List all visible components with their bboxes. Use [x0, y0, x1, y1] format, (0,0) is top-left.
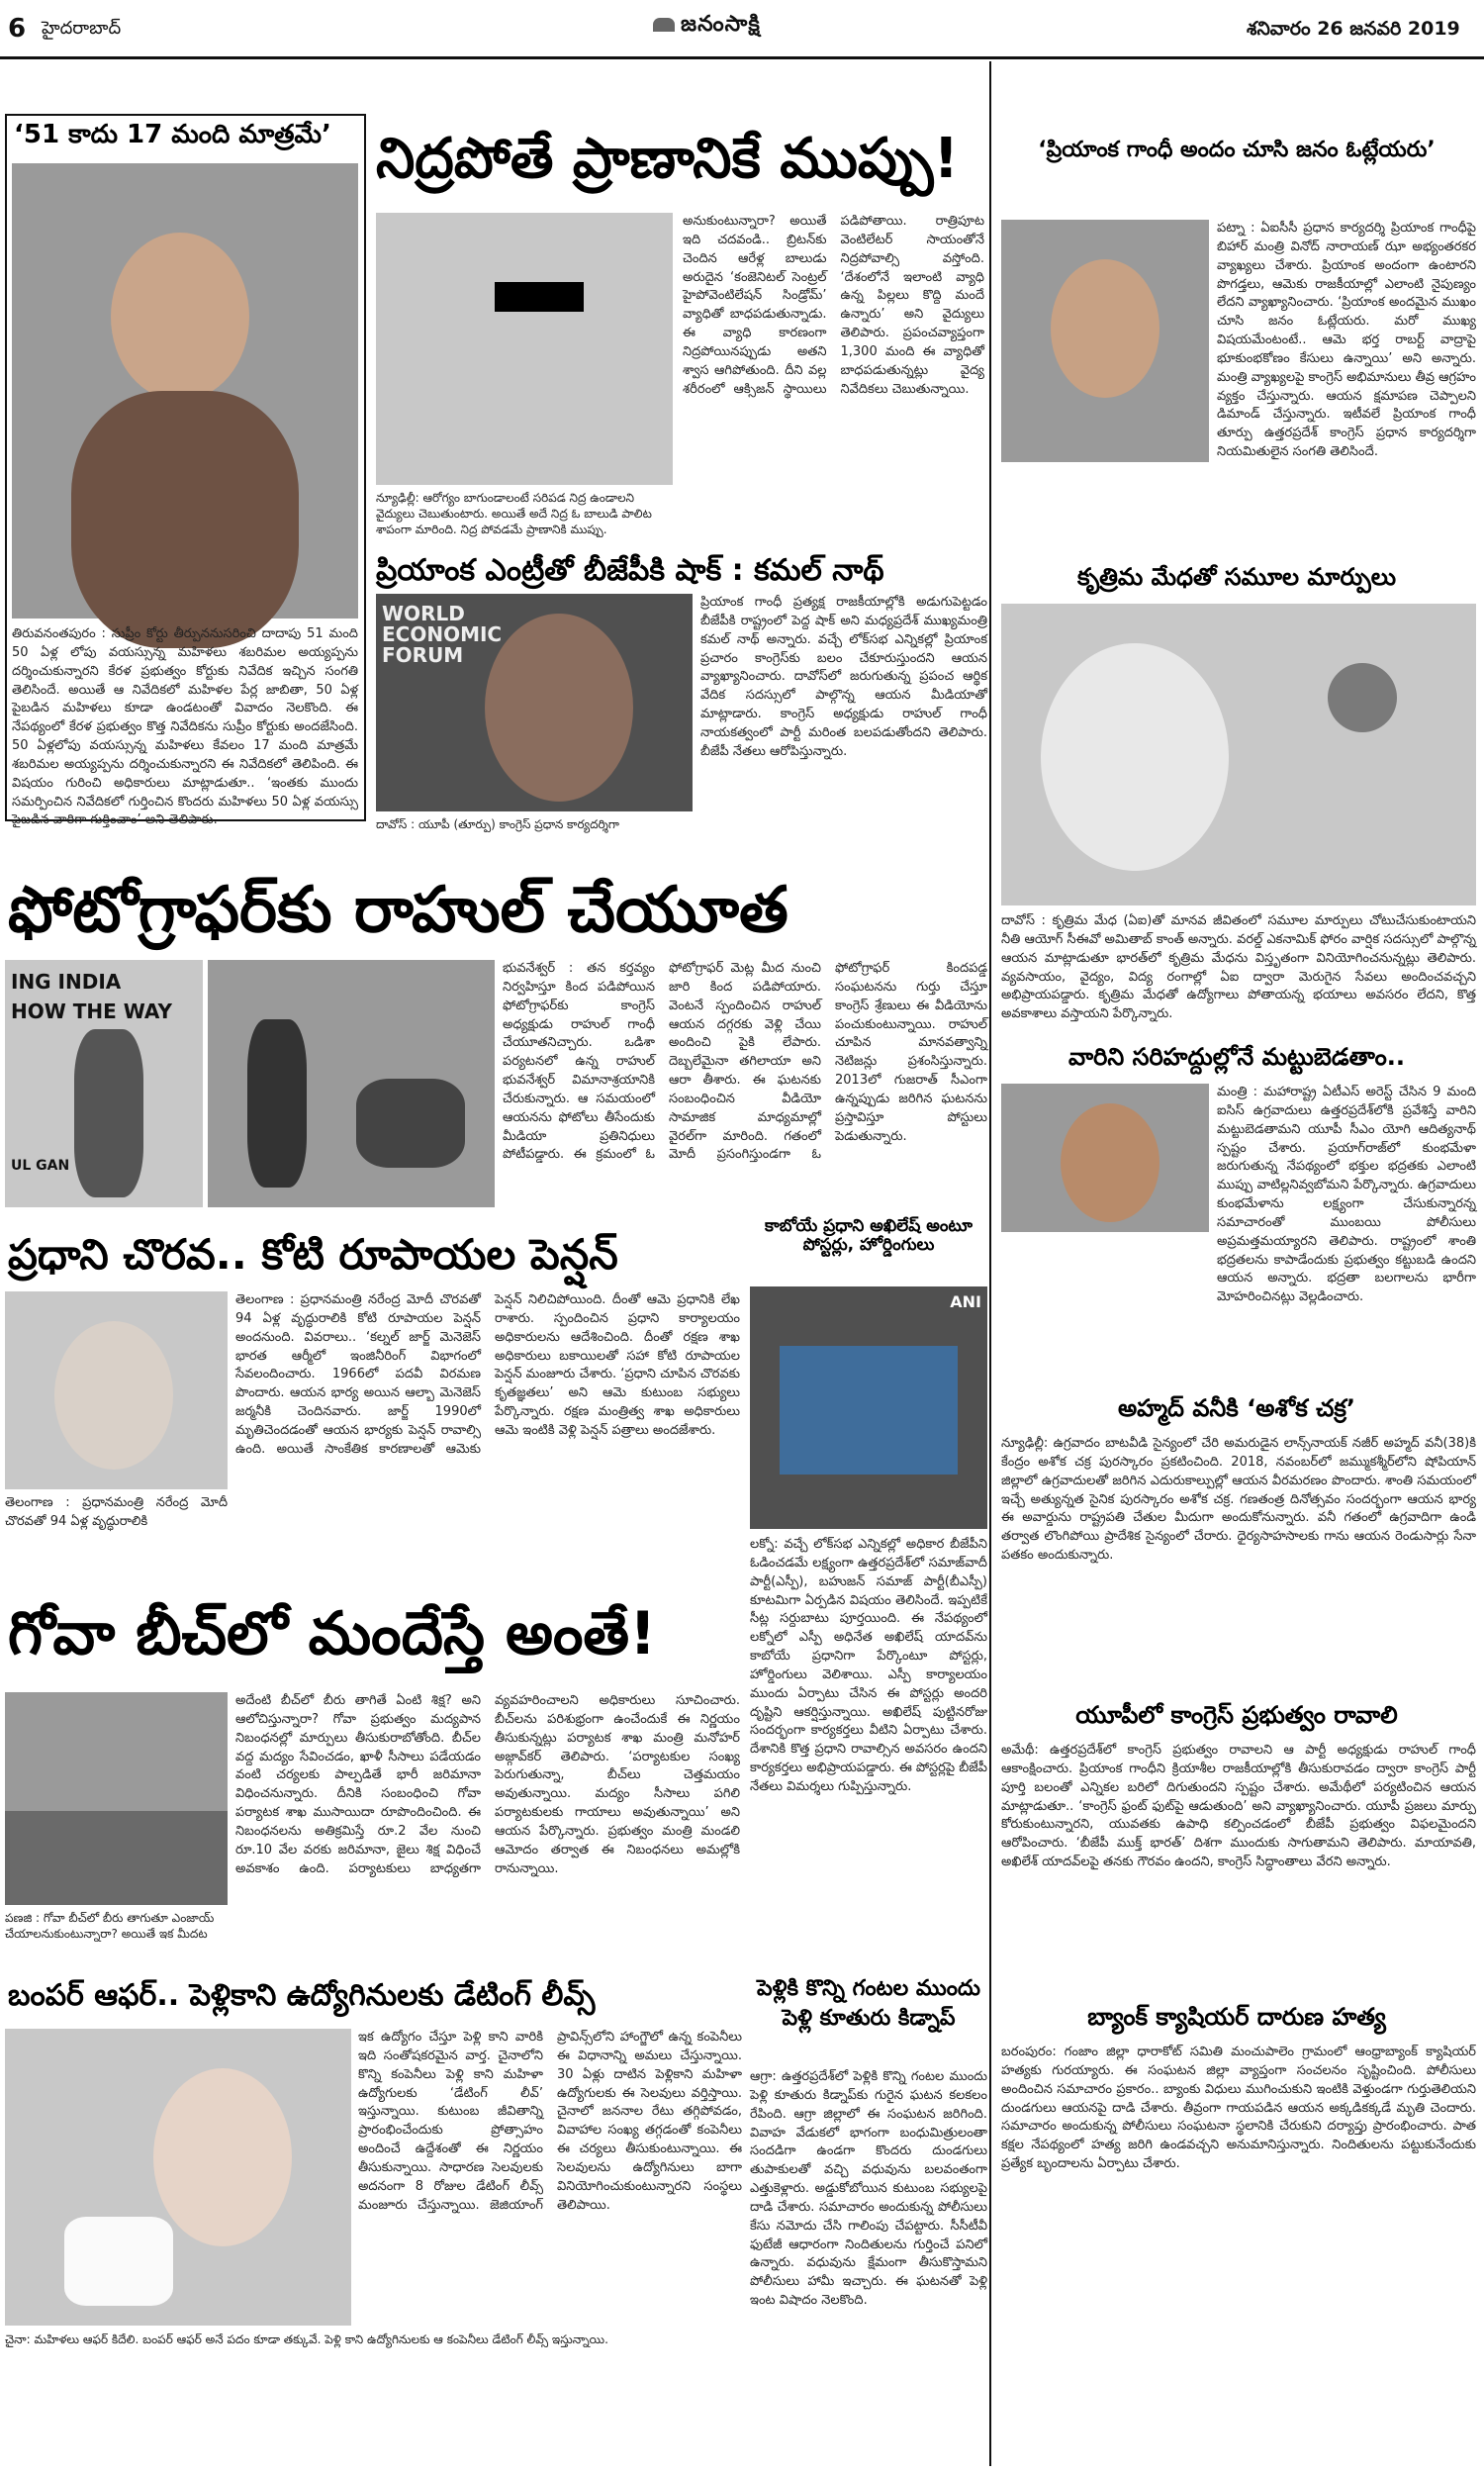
logo-text: జనంసాక్షి — [681, 12, 761, 37]
photo-text: WORLD ECONOMIC FORUM — [382, 602, 503, 667]
photo-text1: ING INDIA — [11, 970, 122, 994]
story6-headline: ఫోటోగ్రాఫర్‌కు రాహుల్ చేయూత — [8, 874, 788, 947]
story13-body: అదేంటి బీచ్‌లో బీరు తాగితే ఏంటి శిక్ష? అని ఆలోచిస్తున్నారా? గోవా ప్రభుత్వం మద్యపాన నిబంధనల్లో మార్పులు తీసుకురాబోతోంది. బీచ్‌ల వద్ద మద్యం సేవించడం, ఖాళీ సీసాలు పడేయడం వంటి చర్యలకు పాల్పడితే భారీ జరిమానా విధించనున్నారు. దీనికి సంబంధించి గోవా పర్యాటక శాఖ ముసాయిదా రూపొందించింది. ఈ నిబంధనలను అతిక్రమిస్తే రూ.2 వేల నుంచి రూ.10 వేల వరకు జరిమానా, జైలు శిక్ష విధించే అవకాశం ఉంది. పర్యాటకులు బాధ్యతగా వ్యవహరించాలని అధికారులు సూచించారు. బీచ్‌లను పరిశుభ్రంగా ఉంచేందుకే ఈ నిర్ణయం తీసుకున్నట్లు పర్యాటక శాఖ మంత్రి మనోహర్ అజ్గావ్‌కర్ తెలిపారు. ‘పర్యాటకుల సంఖ్య పెరుగుతున్నా, బీచ్‌లు చెత్తమయం అవుతున్నాయి. మద్యం సీసాలు పగిలి పర్యాటకులకు గాయాలు అవుతున్నాయి’ అని ఆయన పేర్కొన్నారు. ప్రభుత్వం మంత్రి మండలి ఆమోదం తర్వాత ఈ నిబంధనలు అమల్లోకి రానున్నాయి. — [235, 1693, 740, 1876]
person-shape — [74, 1029, 143, 1197]
story7-body: మంత్రి : మహారాష్ట్ర ఏటీఎస్ అరెస్ట్ చేసిన 9 మంది ఐసిస్ ఉగ్రవాదులు ఉత్తరప్రదేశ్‌లోకి ప్రవేశిస్తే వారిని మట్టుబెడతామని యూపీ సీఎం యోగి ఆదిత్యనాథ్ స్పష్టం చేశారు. ప్రయాగ్‌రాజ్‌లో కుంభమేళా జరుగుతున్న నేపథ్యంలో భక్తుల భద్రతకు ఎలాంటి ముప్పు వాటిల్లనివ్వబోమని పేర్కొన్నారు. ఉగ్రవాదులు కుంభమేళాను లక్ష్యంగా చేసుకున్నారన్న సమాచారంతో ముంబయి పోలీసులు అప్రమత్తమయ్యారని తెలిపారు. రాష్ట్రంలో శాంతి భద్రతలను కాపాడేందుకు ప్రభుత్వం కట్టుబడి ఉందని ఆయన అన్నారు. భద్రతా బలగాలను భారీగా మోహరించినట్లు వెల్లడించారు. — [1217, 1085, 1476, 1305]
story4-body: పట్నా : ఏఐసీసీ ప్రధాన కార్యదర్శి ప్రియాంక గాంధీపై బిహార్ మంత్రి వినోద్ నారాయణ్ ఝా అభ్యంతరకర వ్యాఖ్యలు చేశారు. ప్రియాంక అందంగా ఉంటారని పొగడ్తలు, ఆమెకు రాజకీయాల్లో ఎలాంటి నైపుణ్యం లేదని వ్యాఖ్యానించారు. ‘ప్రియాంక అందమైన ముఖం చూసి జనం ఓట్లేయరు. మరో ముఖ్య విషయమేంటంటే.. ఆమె భర్త రాబర్ట్ వాద్రాపై భూకుంభకోణం కేసులు ఉన్నాయి’ అని అన్నారు. మంత్రి వ్యాఖ్యలపై కాంగ్రెస్ అభిమానులు తీవ్ర ఆగ్రహం వ్యక్తం చేస్తున్నారు. ఆయన క్షమాపణ చెప్పాలని డిమాండ్ చేస్తున్నారు. ఇటీవలే ప్రియాంక గాంధీ తూర్పు ఉత్తరప్రదేశ్ కాంగ్రెస్ ప్రధాన కార్యదర్శిగా నియమితులైన సంగతి తెలిసిందే. — [1217, 221, 1476, 460]
app-icon-shape — [1328, 663, 1397, 732]
story13-caption: పణజి : గోవా బీచ్‌లో బీరు తాగుతూ ఎంజాయ్ చేయాలనుకుంటున్నారా? అయితే ఇక మీదట — [5, 1911, 215, 1942]
story6-photo1 — [5, 960, 203, 1207]
story8-body: న్యూఢిల్లీ: ఉగ్రవాదం బాటవీడి సైన్యంలో చేరి అమరుడైన లాన్స్‌నాయక్ నజీర్ అహ్మద్ వనీ(38)కి కేంద్రం అశోక చక్ర పురస్కారం ప్రకటించింది. 2018, నవంబర్‌లో జమ్ముకశ్మీర్‌లోని షోపియాన్ జిల్లాలో ఉగ్రవాదులతో జరిగిన ఎదురుకాల్పుల్లో ఆయన వీరమరణం పొందారు. శాంతి సమయంలో ఇచ్చే అత్యున్నత సైనిక పురస్కారం అశోక చక్ర. గణతంత్ర దినోత్సవం సందర్భంగా ఆయన భార్య ఈ అవార్డును రాష్ట్రపతి చేతుల మీదుగా అందుకోనున్నారు. వనీ గతంలో ఉగ్రవాదిగా ఉండి తర్వాత లొంగిపోయి ప్రాదేశిక సైన్యంలో చేరారు. ధైర్యసాహసాలకు గాను ఆయన రెండుసార్లు సేనా పతకం అందుకున్నారు. — [1001, 1436, 1476, 1564]
story3-body: ప్రియాంక గాంధీ ప్రత్యక్ష రాజకీయాల్లోకి అడుగుపెట్టడం బీజేపీకి రాష్ట్రంలో పెద్ద షాక్ అని మధ్యప్రదేశ్ ముఖ్యమంత్రి కమల్ నాథ్ అన్నారు. వచ్చే లోక్‌సభ ఎన్నికల్లో ప్రియాంక ప్రచారం కాంగ్రెస్‌కు బలం చేకూరుస్తుందని ఆయన వ్యాఖ్యానించారు. దావోస్‌లో జరుగుతున్న ప్రపంచ ఆర్థిక వేదిక సదస్సులో పాల్గొన్న ఆయన మీడియాతో మాట్లాడారు. కాంగ్రెస్ అధ్యక్షుడు రాహుల్ గాంధీ నాయకత్వంలో పార్టీ మరింత బలపడుతోందని తెలిపారు. బీజేపీ నేతలు ఆరోపిస్తున్నారు. — [700, 595, 987, 759]
story7-headline: వారిని సరిహద్దుల్లోనే మట్టుబెడతాం.. — [1068, 1043, 1405, 1071]
story6-body: భువనేశ్వర్ : తన కర్తవ్యం నిర్వహిస్తూ కింద పడిపోయిన ఫోటోగ్రాఫర్‌కు కాంగ్రెస్ అధ్యక్షుడు రాహుల్ గాంధీ చేయూతనిచ్చారు. ఒడిశా పర్యటనలో ఉన్న రాహుల్ భువనేశ్వర్ విమానాశ్రయానికి చేరుకున్నారు. ఆ సమయంలో ఆయనను ఫోటోలు తీసేందుకు మీడియా ప్రతినిధులు పోటీపడ్డారు. ఈ క్రమంలో ఓ ఫోటోగ్రాఫర్ మెట్ల మీద నుంచి జారి కింద పడిపోయారు. వెంటనే స్పందించిన రాహుల్ ఆయన దగ్గరకు వెళ్లి చేయి అందించి పైకి లేపారు. దెబ్బలేమైనా తగిలాయా అని ఆరా తీశారు. ఈ ఘటనకు సంబంధించిన వీడియో సామాజిక మాధ్యమాల్లో వైరల్‌గా మారింది. గతంలో మోదీ ప్రసంగిస్తుండగా ఓ ఫోటోగ్రాఫర్ కిందపడ్డ సంఘటనను గుర్తు చేస్తూ కాంగ్రెస్ శ్రేణులు ఈ వీడియోను పంచుకుంటున్నాయి. రాహుల్ చూపిన మానవత్వాన్ని నెటిజన్లు ప్రశంసిస్తున్నారు. 2013లో గుజరాత్ సీఎంగా ఉన్నప్పుడు జరిగిన ఘటనను ప్రస్తావిస్తూ పోస్టులు పెడుతున్నారు. — [503, 961, 987, 1163]
table-shape — [5, 1811, 228, 1905]
newspaper-logo — [653, 12, 761, 42]
story2-body: అనుకుంటున్నారా? అయితే ఇది చదవండి.. బ్రిటన్‌కు చెందిన ఆరేళ్ల బాలుడు అరుదైన ‘కంజెనిటల్ సెంట్రల్ హైపోవెంటిలేషన్ సిండ్రోమ్’ వ్యాధితో బాధపడుతున్నాడు. ఈ వ్యాధి కారణంగా నిద్రపోయినప్పుడు అతని శ్వాస ఆగిపోతుంది. దీని వల్ల శరీరంలో ఆక్సిజన్ స్థాయిలు పడిపోతాయి. రాత్రిపూట వెంటిలేటర్ సాయంతోనే నిద్రపోవాల్సి వస్తోంది. ‘దేశంలోనే ఇలాంటి వ్యాధి ఉన్న పిల్లలు కొద్ది మందే ఉన్నారు’ అని వైద్యులు తెలిపారు. ప్రపంచవ్యాప్తంగా 1,300 మంది ఈ వ్యాధితో బాధపడుతున్నట్లు వైద్య నివేదికలు చెబుతున్నాయి. — [683, 214, 984, 397]
story12-body: లక్నో: వచ్చే లోక్‌సభ ఎన్నికల్లో అధికార బీజేపీని ఓడించడమే లక్ష్యంగా ఉత్తరప్రదేశ్‌లో సమాజ్‌వాదీ పార్టీ(ఎస్పీ), బహుజన్ సమాజ్ పార్టీ(బీఎస్పీ) కూటమిగా ఏర్పడిన విషయం తెలిసిందే. ఇప్పటికే సీట్ల సర్దుబాటు పూర్తయింది. ఈ నేపథ్యంలో లక్నోలో ఎస్పీ అధినేత అఖిలేష్ యాదవ్‌ను కాబోయే ప్రధానిగా పేర్కొంటూ పోస్టర్లు, హోర్డింగులు వెలిశాయి. ఎస్పీ కార్యాలయం ముందు ఏర్పాటు చేసిన ఈ పోస్టర్లు అందరి దృష్టిని ఆకర్షిస్తున్నాయి. అఖిలేష్ పుట్టినరోజు సందర్భంగా కార్యకర్తలు వీటిని ఏర్పాటు చేశారు. దేశానికి కొత్త ప్రధాని రావాల్సిన అవసరం ఉందని కార్యకర్తలు అభిప్రాయపడ్డారు. ఈ పోస్టర్లపై బీజేపీ నేతలు విమర్శలు గుప్పిస్తున్నారు. — [750, 1537, 987, 1794]
story12-headline: కాబోయే ప్రధాని అఖిలేష్ అంటూ పోస్టర్లు, హోర్డింగులు — [765, 1216, 973, 1255]
masthead — [0, 0, 1484, 59]
story1-headline: ‘51 కాదు 17 మంది మాత్రమే’ — [14, 120, 331, 149]
story5-headline: కృత్రిమ మేధతో సమూల మార్పులు — [1076, 563, 1397, 591]
face-shape — [1051, 259, 1159, 398]
story9-body: అమేథీ: ఉత్తరప్రదేశ్‌లో కాంగ్రెస్ ప్రభుత్వం రావాలని ఆ పార్టీ అధ్యక్షుడు రాహుల్ గాంధీ ఆకాంక్షించారు. ప్రియాంక గాంధీని క్రియాశీల రాజకీయాల్లోకి తీసుకురావడం ద్వారా కాంగ్రెస్ పార్టీ పూర్తి బలంతో ఎన్నికల బరిలో దిగుతుందని స్పష్టం చేశారు. అమేథీలో పర్యటించిన ఆయన మాట్లాడుతూ.. ‘కాంగ్రెస్ ఫ్రంట్ ఫుట్‌పై ఆడుతుంది’ అని వ్యాఖ్యానించారు. యూపీ ప్రజలు మార్పు కోరుకుంటున్నారని, యువతకు ఉపాధి కల్పించడంలో బీజేపీ ప్రభుత్వం విఫలమైందని ఆరోపించారు. ‘బీజేపీ ముక్త్ భారత్’ దిశగా ముందుకు సాగుతామని తెలిపారు. మాయావతి, అఖిలేశ్ యాదవ్‌లపై తనకు గౌరవం ఉందని, కాంగ్రెస్ సిద్ధాంతాలు వేరని అన్నారు. — [1001, 1743, 1476, 1870]
story10-body: బరంపురం: గంజాం జిల్లా ధారాకోట్ సమితి మంచుపాలెం గ్రామంలో ఆంధ్రాబ్యాంక్ క్యాషియర్ హత్యకు గురయ్యారు. ఈ సంఘటన జిల్లా వ్యాప్తంగా సంచలనం సృష్టించింది. పోలీసులు అందించిన సమాచారం ప్రకారం.. బ్యాంకు విధులు ముగించుకుని ఇంటికి వెళ్తుండగా గుర్తుతెలియని దుండగులు ఆయనపై దాడి చేశారు. తీవ్రంగా గాయపడిన ఆయన అక్కడికక్కడే మృతి చెందారు. సమాచారం అందుకున్న పోలీసులు సంఘటనా స్థలానికి చేరుకుని దర్యాప్తు ప్రారంభించారు. పాత కక్షల నేపథ్యంలో హత్య జరిగి ఉండవచ్చని అనుమానిస్తున్నారు. నిందితులను పట్టుకునేందుకు ప్రత్యేక బృందాలను ఏర్పాటు చేశారు. — [1001, 2045, 1476, 2172]
eye-blur-bar — [495, 282, 584, 312]
story10-headline: బ్యాంక్ క్యాషియర్ దారుణ హత్య — [1087, 2003, 1386, 2031]
story5-photo — [1001, 604, 1476, 905]
person-shape — [247, 1019, 307, 1188]
logo-icon — [653, 18, 675, 32]
story15-body: ఆగ్రా: ఉత్తరప్రదేశ్‌లో పెళ్లికి కొన్ని గంటల ముందు పెళ్లి కూతురు కిడ్నాప్‌కు గురైన ఘటన కలకలం రేపింది. ఆగ్రా జిల్లాలో ఈ సంఘటన జరిగింది. వివాహ వేడుకలో భాగంగా బంధుమిత్రులంతా సందడిగా ఉండగా కొందరు దుండగులు తుపాకులతో వచ్చి వధువును బలవంతంగా ఎత్తుకెళ్లారు. అడ్డుకోబోయిన కుటుంబ సభ్యులపై దాడి చేశారు. సమాచారం అందుకున్న పోలీసులు కేసు నమోదు చేసి గాలింపు చేపట్టారు. సీసీటీవీ ఫుటేజీ ఆధారంగా నిందితులను గుర్తించే పనిలో ఉన్నారు. వధువును క్షేమంగా తీసుకొస్తామని పోలీసులు హామీ ఇచ్చారు. ఈ ఘటనతో పెళ్లి ఇంట విషాదం నెలకొంది. — [750, 2069, 987, 2309]
issue-date: శనివారం 26 జనవరి 2019 — [1247, 18, 1460, 40]
photo-text3: UL GAN — [11, 1158, 70, 1174]
story14-photo — [5, 2029, 351, 2326]
story13-headline: గోవా బీచ్‌లో మందేస్తే అంతే! — [8, 1599, 657, 1668]
column-rule — [989, 61, 991, 2466]
face-shape — [54, 1321, 173, 1470]
story2-caption: న్యూఢిల్లీ: ఆరోగ్యం బాగుండాలంటే సరిపడ నిద్ర ఉండాలని వైద్యులు చెబుతుంటారు. అయితే అదే నిద్ర ఓ బాలుడి పాలిట శాపంగా మారింది. నిద్ర పోవడమే ప్రాణానికి ముప్పు. — [376, 491, 652, 537]
story8-headline: అహ్మద్ వనీకి ‘అశోక చక్ర’ — [1117, 1394, 1356, 1422]
story2-photo — [376, 213, 673, 485]
story11-headline: ప్రధాని చొరవ.. కోటి రూపాయల పెన్షన్ — [8, 1230, 618, 1279]
story14-caption: చైనా: మహిళలు ఆఫర్ కిదేలి. బంపర్ ఆఫర్ అనే పదం కూడా తక్కువే. పెళ్లి కాని ఉద్యోగినులకు ఆ కంపెనీలు డేటింగ్ లీవ్స్ ఇస్తున్నాయి. — [5, 2332, 608, 2346]
ani-watermark: ANI — [950, 1292, 981, 1311]
fallen-person-shape — [356, 1079, 465, 1168]
story14-body: ఇక ఉద్యోగం చేస్తూ పెళ్లి కాని వారికి ఇది సంతోషకరమైన వార్త. చైనాలోని కొన్ని కంపెనీలు పెళ్లి కాని మహిళా ఉద్యోగులకు ‘డేటింగ్ లీవ్’ ఇస్తున్నాయి. కుటుంబ జీవితాన్ని ప్రారంభించేందుకు ప్రోత్సాహం అందించే ఉద్దేశంతో ఈ నిర్ణయం తీసుకున్నాయి. సాధారణ సెలవులకు అదనంగా 8 రోజుల డేటింగ్ లీవ్స్ మంజూరు చేస్తున్నాయి. జెజియాంగ్ ప్రావిన్స్‌లోని హాంగ్జౌలో ఉన్న కంపెనీలు ఈ విధానాన్ని అమలు చేస్తున్నాయి. 30 ఏళ్లు దాటిన పెళ్లికాని మహిళా ఉద్యోగులకు ఈ సెలవులు వర్తిస్తాయి. చైనాలో జననాల రేటు తగ్గిపోవడం, వివాహాల సంఖ్య తగ్గడంతో కంపెనీలు ఈ చర్యలు తీసుకుంటున్నాయి. ఈ సెలవులను ఉద్యోగినులు బాగా వినియోగించుకుంటున్నారని సంస్థలు తెలిపాయి. — [358, 2030, 742, 2213]
city-name: హైదరాబాద్ — [42, 18, 122, 39]
story11-body: తెలంగాణ : ప్రధానమంత్రి నరేంద్ర మోదీ చొరవతో 94 ఏళ్ల వృద్ధురాలికి కోటి రూపాయల పెన్షన్ అందనుంది. వివరాలు.. ‘కల్నల్ జార్జ్ మెనెజెస్ భారత ఆర్మీలో ఇంజినీరింగ్ విభాగంలో సేవలందించారు. 1966లో పదవీ విరమణ పొందారు. ఆయన భార్య అయిన ఆల్బా మెనెజెస్ జర్మనీకి చెందినవారు. జార్జ్ 1990లో మృతిచెందడంతో ఆయన భార్యకు పెన్షన్ రావాల్సి ఉంది. అయితే సాంకేతిక కారణాలతో ఆమెకు పెన్షన్ నిలిచిపోయింది. దీంతో ఆమె ప్రధానికి లేఖ రాశారు. స్పందించిన ప్రధాని కార్యాలయం అధికారులను ఆదేశించింది. దీంతో రక్షణ శాఖ అధికారులు బకాయిలతో సహా కోటి రూపాయల పెన్షన్ మంజూరు చేశారు. ‘ప్రధాని చూపిన చొరవకు కృతజ్ఞతలు’ అని ఆమె కుటుంబ సభ్యులు పేర్కొన్నారు. రక్షణ మంత్రిత్వ శాఖ అధికారులు ఆమె ఇంటికి వెళ్లి పెన్షన్ పత్రాలు అందజేశారు. — [235, 1292, 740, 1457]
story5-body: దావోస్ : కృత్రిమ మేధ (ఏఐ)తో మానవ జీవితంలో సమూల మార్పులు చోటుచేసుకుంటాయని నీతి ఆయోగ్ సీఈవో అమితాబ్ కాంత్ అన్నారు. వరల్డ్ ఎకనామిక్ ఫోరం వార్షిక సదస్సులో పాల్గొన్న ఆయన మాట్లాడుతూ భారత్‌లో కృత్రిమ మేధను విస్తృతంగా వినియోగించనున్నట్లు తెలిపారు. వ్యవసాయం, వైద్యం, విద్య రంగాల్లో ఏఐ ద్వారా మెరుగైన సేవలు అందించవచ్చని అభిప్రాయపడ్డారు. కృత్రిమ మేధతో ఉద్యోగాలు పోతాయన్న భయాలు అవసరం లేదని, కొత్త అవకాశాలు వస్తాయని పేర్కొన్నారు. — [1001, 913, 1476, 1022]
robot-head-shape — [1041, 643, 1229, 871]
story14-headline: బంపర్ ఆఫర్.. పెళ్లికాని ఉద్యోగినులకు డేటింగ్ లీవ్స్ — [8, 1978, 596, 2013]
story15-headline: పెళ్లికి కొన్ని గంటల ముందు పెళ్లి కూతురు కిడ్నాప్ — [756, 1976, 981, 2031]
story3-caption: దావోస్ : యూపీ (తూర్పు) కాంగ్రెస్ ప్రధాన కార్యదర్శిగా — [376, 817, 619, 831]
face-shape — [1061, 1103, 1159, 1222]
story2-headline: నిద్రపోతే ప్రాణానికే ముప్పు! — [376, 127, 960, 191]
story11-body-lead: తెలంగాణ : ప్రధానమంత్రి నరేంద్ర మోదీ చొరవతో 94 ఏళ్ల వృద్ధురాలికి — [5, 1495, 228, 1529]
story11-photo — [5, 1291, 228, 1489]
story12-photo — [750, 1286, 987, 1529]
story7-photo — [1001, 1084, 1209, 1232]
story3-photo — [376, 594, 693, 811]
story13-photo — [5, 1692, 228, 1905]
page-number: 6 — [8, 14, 27, 44]
photo-text2: HOW THE WAY — [11, 1000, 172, 1023]
story9-headline: యూపీలో కాంగ్రెస్ ప్రభుత్వం రావాలి — [1075, 1701, 1398, 1729]
coffee-cup-shape — [64, 2217, 173, 2306]
poster-shape — [780, 1346, 958, 1475]
story1-body: తిరువనంతపురం : సుప్రీం కోర్టు తీర్పుననుసరించి దాదాపు 51 మంది 50 ఏళ్ల లోపు వయస్సున్న మహిళలు శబరిమల అయ్యప్పను దర్శించుకున్నారని కేరళ ప్రభుత్వం కోర్టుకు నివేదిక ఇచ్చిన సంగతి తెలిసిందే. అయితే ఆ నివేదికలో మహిళల పేర్ల జాబితా, 50 ఏళ్ల పైబడిన మహిళలు కూడా ఉండటంతో వివాదం నెలకొంది. ఈ నేపథ్యంలో కేరళ ప్రభుత్వం కొత్త నివేదికను సుప్రీం కోర్టుకు అందజేసింది. 50 ఏళ్లలోపు వయస్సున్న మహిళలు కేవలం 17 మంది మాత్రమే శబరిమల అయ్యప్పను దర్శించుకున్నారని ఈ నివేదికలో తెలిపింది. ఈ విషయం గురించి అధికారులు మాట్లాడుతూ.. ‘ఇంతకు ముందు సమర్పించిన నివేదికలో గుర్తించిన కొందరు మహిళలు 50 ఏళ్ల వయస్సు పైబడిన వారిగా గుర్తించాం’ అని తెలిపారు. — [12, 626, 358, 828]
story4-headline: ‘ప్రియాంక గాంధీ అందం చూసి జనం ఓట్లేయరు’ — [1038, 138, 1436, 162]
face-shape — [153, 2068, 292, 2246]
body-shape — [71, 391, 299, 648]
story1-photo — [12, 163, 358, 619]
face-shape — [111, 233, 249, 401]
story3-headline: ప్రియాంక ఎంట్రీతో బీజేపీకి షాక్ : కమల్ నాథ్ — [376, 553, 884, 588]
story6-photo2 — [208, 960, 495, 1207]
story4-photo — [1001, 220, 1209, 462]
face-shape — [485, 614, 633, 802]
